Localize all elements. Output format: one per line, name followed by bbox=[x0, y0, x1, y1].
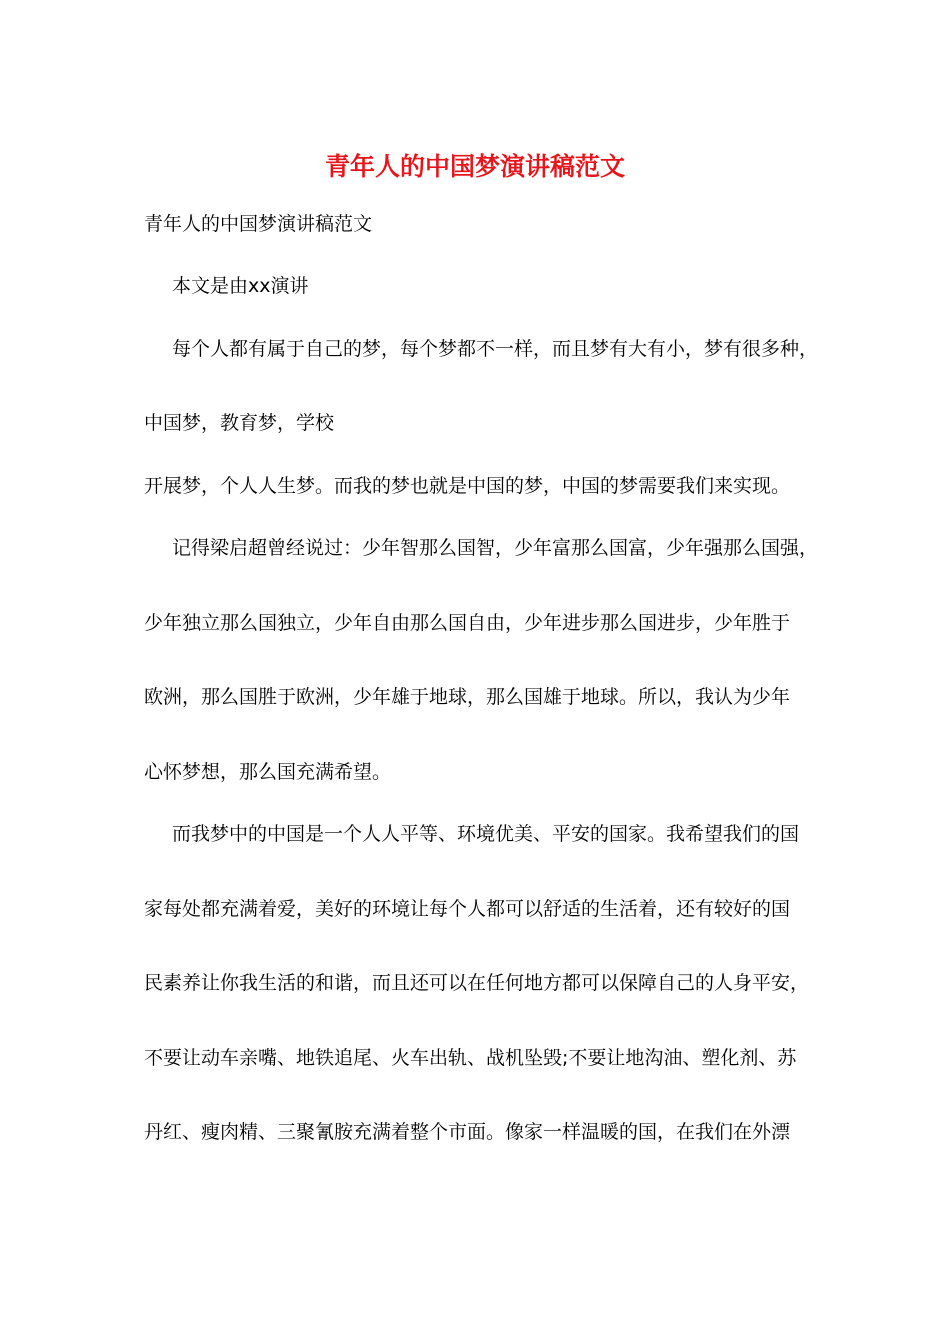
paragraph-line: 中国梦，教育梦，学校 bbox=[144, 412, 335, 434]
paragraph-line: 心怀梦想，那么国充满希望。 bbox=[144, 761, 392, 783]
paragraph-line: 家每处都充满着爱，美好的环境让每个人都可以舒适的生活着，还有较好的国 bbox=[144, 898, 791, 920]
paragraph-line: 不要让动车亲嘴、地铁追尾、火车出轨、战机坠毁;不要让地沟油、塑化剂、苏 bbox=[144, 1047, 797, 1069]
document-title: 青年人的中国梦演讲稿范文 bbox=[324, 152, 625, 181]
paragraph-line: 民素养让你我生活的和谐，而且还可以在任何地方都可以保障自己的人身平安， bbox=[144, 972, 810, 994]
paragraph-line: 青年人的中国梦演讲稿范文 bbox=[144, 213, 373, 235]
paragraph-line: 欧洲，那么国胜于欧洲，少年雄于地球，那么国雄于地球。所以，我认为少年 bbox=[144, 686, 791, 708]
paragraph-line: 开展梦，个人人生梦。而我的梦也就是中国的梦，中国的梦需要我们来实现。 bbox=[144, 475, 791, 497]
paragraph-line: 而我梦中的中国是一个人人平等、环境优美、平安的国家。我希望我们的国 bbox=[172, 823, 800, 845]
paragraph-line: 少年独立那么国独立，少年自由那么国自由，少年进步那么国进步，少年胜于 bbox=[144, 612, 791, 634]
paragraph-line: 每个人都有属于自己的梦，每个梦都不一样，而且梦有大有小，梦有很多种， bbox=[172, 338, 819, 360]
paragraph-line: 记得梁启超曾经说过：少年智那么国智，少年富那么国富，少年强那么国强， bbox=[172, 537, 819, 559]
paragraph-line: 本文是由xx演讲 bbox=[172, 275, 309, 297]
paragraph-line: 丹红、瘦肉精、三聚氰胺充满着整个市面。像家一样温暖的国，在我们在外漂 bbox=[144, 1121, 791, 1143]
